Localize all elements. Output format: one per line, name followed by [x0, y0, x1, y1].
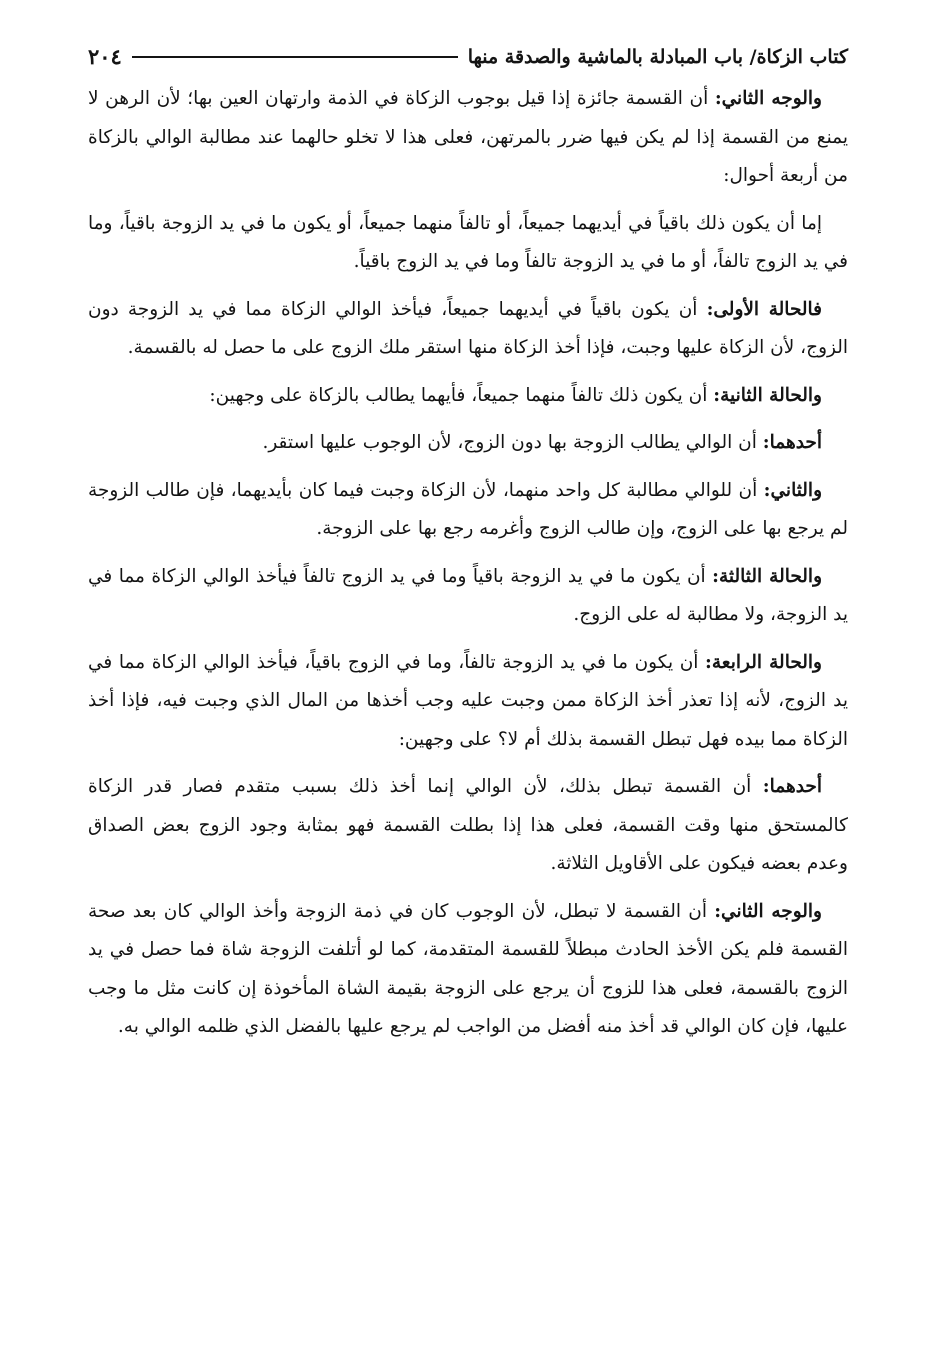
- paragraph: [88, 80, 848, 196]
- paragraph: [88, 768, 848, 884]
- paragraph-text: أن يكون ما في يد الزوجة باقياً وما في يد الزوج تالفاً فيأخذ الوالي الزكاة مما في يد الزوجة، ولا مطالبة له على الزوج.: [88, 565, 848, 625]
- paragraph: [88, 893, 848, 1047]
- paragraph-lead: والحالة الثانية:: [713, 384, 822, 406]
- paragraph-lead: والثاني:: [763, 479, 822, 501]
- paragraph-text: أن للوالي مطالبة كل واحد منهما، لأن الزكاة وجبت فيما كان بأيديهما، فإن طالب الزوجة لم يرجع بها على الزوج، وإن طالب الزوج وأغرمه رجع بها على الزوجة.: [88, 479, 848, 539]
- paragraph-lead: أحدهما:: [762, 776, 822, 797]
- paragraph-text: أن الوالي يطالب الزوجة بها دون الزوج، لأن الوجوب عليها استقر.: [262, 432, 763, 453]
- paragraph-text: إما أن يكون ذلك باقياً في أيديهما جميعاً، أو تالفاً منهما جميعاً، أو يكون ما في يد الزوجة باقياً، وما في يد الزوج تالفاً، أو ما في يد الزوجة تالفاً وما في يد الزوج باقياً.: [88, 212, 848, 272]
- paragraph: [88, 291, 848, 368]
- paragraph: [88, 558, 848, 635]
- paragraph-text: أن القسمة لا تبطل، لأن الوجوب كان في ذمة الزوجة وأخذ الوالي كان بعد صحة القسمة فلم يكن الأخذ الحادث مبطلاً للقسمة المتقدمة، كما لو أتلفت الزوجة شاة فما حصل في يد الزوج بالقسمة، فعلى هذا للزوج أن يرجع على الزوجة بقيمة الشاة المأخوذة إن كانت مثل ما وجب عليها، فإن كان الوالي قد أخذ منه أفضل من الواجب لم يرجع عليها بالفضل الذي ظلمه الوالي به.: [88, 900, 848, 1037]
- paragraph-lead: والحالة الرابعة:: [705, 651, 822, 673]
- paragraph-text: أن يكون ذلك تالفاً منهما جميعاً، فأيهما يطالب بالزكاة على وجهين:: [209, 384, 714, 406]
- page: [88, 42, 848, 1056]
- paragraph-lead: أحدهما:: [762, 432, 822, 453]
- paragraph-text: أن القسمة تبطل بذلك، لأن الوالي إنما أخذ ذلك بسبب متقدم فصار قدر الزكاة كالمستحق منها وقت القسمة، فعلى هذا إذا بطلت القسمة فهو بمثابة وجود الزوج بعض الصداق وعدم بعضه فيكون على الأقاويل الثلاثة.: [88, 776, 848, 874]
- paragraph: [88, 205, 848, 282]
- paragraph: [88, 424, 848, 463]
- paragraph-text: أن يكون باقياً في أيديهما جميعاً، فيأخذ الوالي الزكاة مما في يد الزوجة دون الزوج، لأن الزكاة عليها وجبت، فإذا أخذ الزكاة منها استقر ملك الزوج على ما حصل له بالقسمة.: [88, 298, 848, 358]
- paragraph: [88, 472, 848, 549]
- paragraph: [88, 377, 848, 416]
- paragraph-lead: والحالة الثالثة:: [712, 565, 823, 587]
- paragraph-text: أن يكون ما في يد الزوجة تالفاً، وما في الزوج باقياً، فيأخذ الوالي الزكاة مما في يد الزوج، لأنه إذا تعذر أخذ الزكاة ممن وجبت عليه وجب أخذها من المال الذي وجبت فيه، فإذا أخذ الزكاة مما بيده فهل تبطل القسمة بذلك أم لا؟ على وجهين:: [88, 651, 848, 750]
- paragraph-lead: والوجه الثاني:: [714, 900, 822, 922]
- paragraph-lead: والوجه الثاني:: [714, 88, 822, 109]
- running-header: [88, 42, 848, 72]
- header-title: كتاب الزكاة/ باب المبادلة بالماشية والصدقة منها: [467, 46, 848, 68]
- header-rule: [132, 56, 458, 58]
- paragraph-text: أن القسمة جائزة إذا قيل بوجوب الزكاة في الذمة وارتهان العين بها؛ لأن الرهن لا يمنع من القسمة إذا لم يكن فيها ضرر بالمرتهن، فعلى هذا لا تخلو حالهما عند مطالبة الوالي بالزكاة من أربعة أحوال:: [88, 88, 848, 186]
- paragraph: [88, 644, 848, 760]
- body-text: [88, 80, 848, 1047]
- paragraph-lead: فالحالة الأولى:: [706, 298, 823, 320]
- page-number: ٢٠٤: [88, 44, 122, 69]
